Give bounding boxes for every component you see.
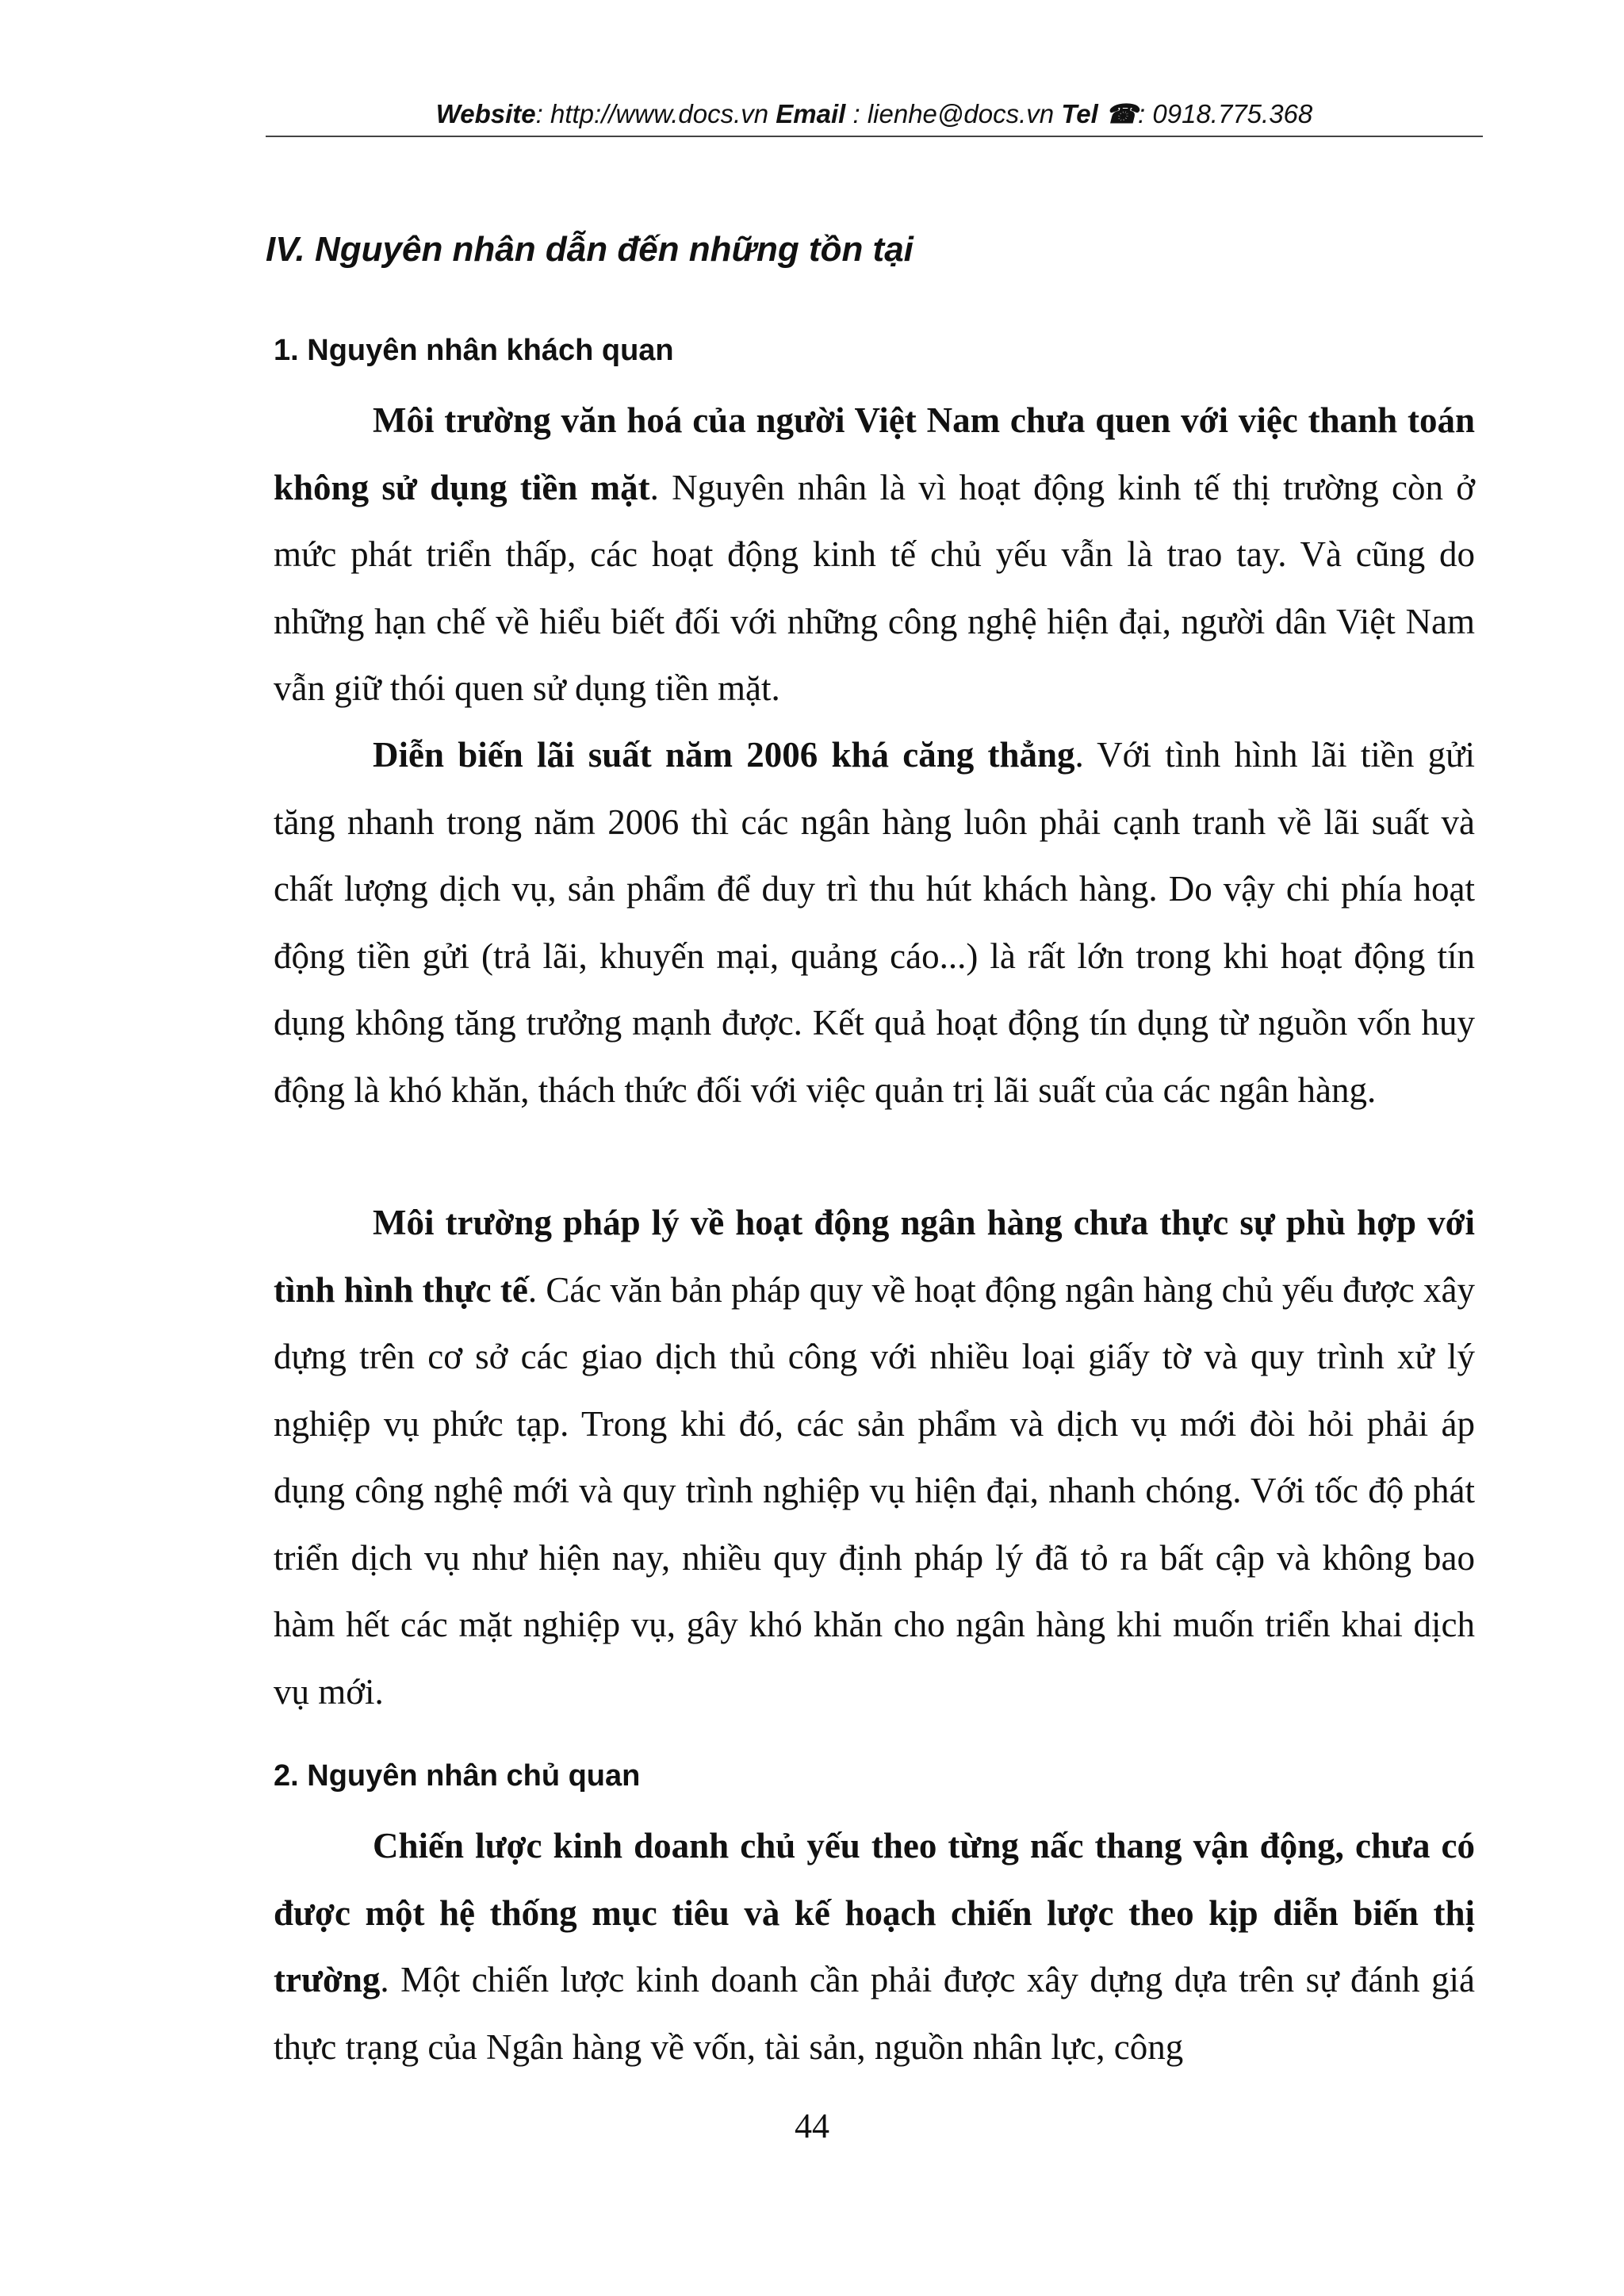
paragraph-lead: Diễn biến lãi suất năm 2006 khá căng thẳng — [373, 735, 1075, 775]
paragraph-business-strategy — [274, 1812, 1475, 2080]
tel-value: : 0918.775.368 — [1138, 99, 1313, 128]
paragraph-body: . Với tình hình lãi tiền gửi tăng nhanh trong năm 2006 thì các ngân hàng luôn phải cạnh tranh về lãi suất và chất lượng dịch vụ, sản phẩm để duy trì thu hút khách hàng. Do vậy chi phía hoạt động tiền gửi (trả lãi, khuyến mại, quảng cáo...) là rất lớn trong khi hoạt động tín dụng không tăng trưởng mạnh được. Kết quả hoạt động tín dụng từ nguồn vốn huy động là khó khăn, thách thức đối với việc quản trị lãi suất của các ngân hàng. — [274, 735, 1475, 1110]
page-number: 44 — [795, 2107, 829, 2145]
paragraph-lead: Môi trường pháp lý về hoạt động ngân hàng chưa thực sự phù hợp với tình hình thực tế — [274, 1203, 1475, 1310]
paragraph-body: . Một chiến lược kinh doanh cần phải được xây dựng dựa trên sự đánh giá thực trạng của Ngân hàng về vốn, tài sản, nguồn nhân lực, công — [274, 1960, 1475, 2067]
paragraph-lead: Môi trường văn hoá của người Việt Nam chưa quen với việc thanh toán không sử dụng tiền mặt — [274, 400, 1475, 507]
email-value: : lienhe@docs.vn — [845, 99, 1062, 128]
section-title: IV. Nguyên nhân dẫn đến những tồn tại — [266, 230, 914, 269]
header-divider — [266, 136, 1483, 137]
paragraph-legal-environment — [274, 1189, 1475, 1725]
tel-label: Tel ☎ — [1061, 99, 1139, 128]
email-label: Email — [776, 99, 846, 128]
website-value: : http://www.docs.vn — [535, 99, 776, 128]
paragraph-interest-rates — [274, 721, 1475, 1123]
page-header — [266, 94, 1483, 135]
subsection-heading-subjective: 2. Nguyên nhân chủ quan — [274, 1759, 641, 1793]
subsection-heading-objective: 1. Nguyên nhân khách quan — [274, 334, 674, 367]
paragraph-lead: Chiến lược kinh doanh chủ yếu theo từng nấc thang vận động, chưa có được một hệ thống mục tiêu và kế hoạch chiến lược theo kịp diễn biến thị trường — [274, 1826, 1475, 1999]
paragraph-body: . Các văn bản pháp quy về hoạt động ngân hàng chủ yếu được xây dựng trên cơ sở các giao dịch thủ công với nhiều loại giấy tờ và quy trình xử lý nghiệp vụ phức tạp. Trong khi đó, các sản phẩm và dịch vụ mới đòi hỏi phải áp dụng công nghệ mới và quy trình nghiệp vụ hiện đại, nhanh chóng. Với tốc độ phát triển dịch vụ như hiện nay, nhiều quy định pháp lý đã tỏ ra bất cập và không bao hàm hết các mặt nghiệp vụ, gây khó khăn cho ngân hàng khi muốn triển khai dịch vụ mới. — [274, 1269, 1475, 1712]
paragraph-cash-culture — [274, 387, 1475, 722]
website-label: Website — [435, 99, 536, 128]
paragraph-body: . Nguyên nhân là vì hoạt động kinh tế thị trường còn ở mức phát triển thấp, các hoạt động kinh tế chủ yếu vẫn là trao tay. Và cũng do những hạn chế về hiểu biết đối với những công nghệ hiện đại, người dân Việt Nam vẫn giữ thói quen sử dụng tiền mặt. — [274, 467, 1476, 708]
